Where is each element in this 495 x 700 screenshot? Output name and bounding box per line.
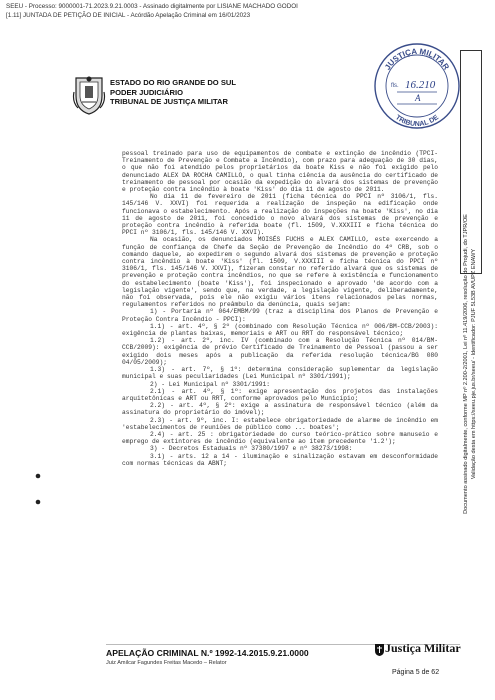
footer-brand: Justiça Militar bbox=[385, 641, 461, 655]
paragraph-2: No dia 11 de fevereiro de 2011 (ficha técnica do PPCI nº 3106/1, fls. 145/146 V. XXVI) foi requerida a realização de inspeção na edificação onde funcionava o estabelecimento. Após a realização do inspeções na boate 'Kiss', no dia 11 de agosto de 2011, foi concedido o novo alvará dos sistemas de prevenção e proteção contra incêndio à referida boate (fl. 1509, V.XXXIII e ficha técnica do PPCI nº 3106/1, fls. 145/146 V. XXVI). bbox=[122, 193, 438, 237]
footer-judge: Juiz Amilcar Fagundes Freitas Macedo – Relator bbox=[106, 660, 227, 666]
seal-fls-label: fls. bbox=[391, 83, 399, 89]
list-item-2-1: 2.1) - art. 4º, § 1º: exige apresentação dos projetos das instalações arquitetônicas e ART ou RRT, conforme aprovados pelo Município; bbox=[122, 387, 438, 402]
court-power: PODER JUDICIÁRIO bbox=[110, 87, 183, 97]
side-stamp-line-1: Documento assinado digitalmente, conforme MP nº 2.200-2/2001, Lei nº 11.419/2006, resolução do Projudi, do TJPR/OE bbox=[463, 214, 469, 514]
document-body bbox=[122, 150, 438, 467]
seeu-header-line-1: SEEU - Processo: 9000001-71.2023.9.21.0003 - Assinado digitalmente por LISIANE MACHADO GODOI bbox=[6, 3, 298, 10]
seal-fls-number: 16.210 bbox=[405, 79, 436, 91]
side-stamp-line-2: Validação desta em https://seeu.pje.jus.br/seeu/ - Identificador: PJUF 5L53B AVUPZ ENAWY bbox=[471, 248, 477, 480]
court-heading bbox=[110, 78, 236, 107]
court-state: ESTADO DO RIO GRANDE DO SUL bbox=[110, 78, 237, 87]
list-item-3-1: 3.1) - arts. 12 a 14 - iluminação e sinalização estavam em desconformidade com normas técnicas da ABNT; bbox=[122, 452, 438, 467]
list-item-2-4: 2.4) - art. 25 : obrigatoriedade do curso teórico-prático sobre manuseio e emprego de extintores de incêndio (equivalente ao item precedente '1.2'); bbox=[122, 430, 438, 446]
seeu-header-line-2: [1.11] JUNTADA DE PETIÇÃO DE INICIAL - Acórdão Apelação Criminal em 16/01/2023 bbox=[6, 12, 251, 19]
side-validation-stamp bbox=[462, 44, 478, 684]
seal-ring-bottom: TRIBUNAL DE bbox=[393, 114, 441, 129]
paragraph-3: Na ocasião, os denunciados MOISÉS FUCHS e ALEX CAMILLO, este exercendo a função de confiança de Chefe da Seção de Prevenção de Incêndio do 4º CRB, sob o comando daquele, ao expedirem o segundo alvará dos sistemas de prevenção e proteção contra incêndio à boate 'Kiss' (fl. 1509, V.XXXIII e ficha técnica do PPCI nº 3106/1, fls. 145/146 V. XXVI), fizeram constar no referido alvará que os sistemas de prevenção e proteção contra incêndios, no que se refere à existência e funcionamento do estabelecimento (boate 'Kiss'), foi inspecionado e aprovado 'de acordo com a legislação vigente', sendo que, na verdade, a legislação vigente, deliberadamente, não foi observada, pois ele não exigiu vários itens relacionados pelas normas, regulamentos referidos no preâmbulo da denúncia, quais sejam: bbox=[122, 236, 438, 309]
list-item-2-3: 2.3) - art. 9º, inc. I: estabelece obrigatoriedade de alarme de incêndio em 'estabelecimentos de reuniões de público como ... boates'; bbox=[122, 416, 438, 431]
list-item-1: 1) - Portaria nº 064/EMBM/99 (traz a disciplina dos Planos de Prevenção e Proteção Contra Incêndio - PPCI): bbox=[122, 308, 438, 323]
justica-militar-logo-icon bbox=[374, 643, 385, 657]
list-item-1-3: 1.3) - art. 7º, § 1º: determina consideração suplementar da legislação municipal e suas peculiaridades (Lei Municipal nº 3301/1991); bbox=[122, 366, 438, 381]
svg-text:TRIBUNAL DE bbox=[394, 114, 440, 128]
punch-hole-marks bbox=[28, 468, 68, 508]
seal-rubric: A bbox=[415, 93, 421, 103]
list-item-1-2: 1.2) - art. 2º, inc. IV (combinado com a Resolução Técnica nº 014/BM-CCB/2009): exigência de prévio Certificado de Treinamento de Pessoal (passou a ser exigido dois meses após a publicação da referida resolução técnica/BG 080 04/05/2009); bbox=[122, 337, 438, 366]
seeu-header bbox=[6, 2, 298, 20]
list-item-3: 3) - Decretos Estaduais nº 37380/1997 e nº 38273/1998: bbox=[150, 445, 353, 453]
list-item-1-1: 1.1) - art. 4º, § 2º (combinado com Resolução Técnica nº 006/BM-CCB/2003): exigência de plantas baixas, memoriais e ART ou RRT do responsável técnico; bbox=[122, 322, 438, 338]
footer-page-number: Página 5 de 62 bbox=[392, 669, 440, 676]
court-tribunal: TRIBUNAL DE JUSTIÇA MILITAR bbox=[110, 97, 228, 106]
list-item-2: 2) - Lei Municipal nº 3301/1991: bbox=[150, 380, 271, 388]
list-item-2-2: 2.2) - art. 4º, § 2º: exige a assinatura de responsável técnico (além da assinatura do proprietário do imóvel); bbox=[122, 402, 438, 417]
state-coat-of-arms-icon bbox=[72, 74, 106, 116]
footer-case-number: APELAÇÃO CRIMINAL N.º 1992-14.2015.9.21.0000 bbox=[106, 648, 309, 658]
seal-ring-top: JUSTIÇA MILITAR bbox=[383, 46, 451, 72]
tribunal-page-seal bbox=[371, 40, 463, 132]
paragraph-1: pessoal treinado para uso de equipamentos de combate e extinção de incêndio (TPCI-Treinamento de Prevenção e Combate a Incêndio), com prazo para adequação de 30 dias, o que não foi atendido pelos proprietários da boate Kiss e não foi exigido pelo denunciado ALEX DA ROCHA CAMILLO, o qual tinha ciência da ausência do certificado de treinamento de pessoal por ocasião da expedição do alvará dos sistemas de prevenção e proteção contra incêndio à boate 'Kiss' do dia 11 de agosto de 2011. bbox=[122, 150, 438, 194]
